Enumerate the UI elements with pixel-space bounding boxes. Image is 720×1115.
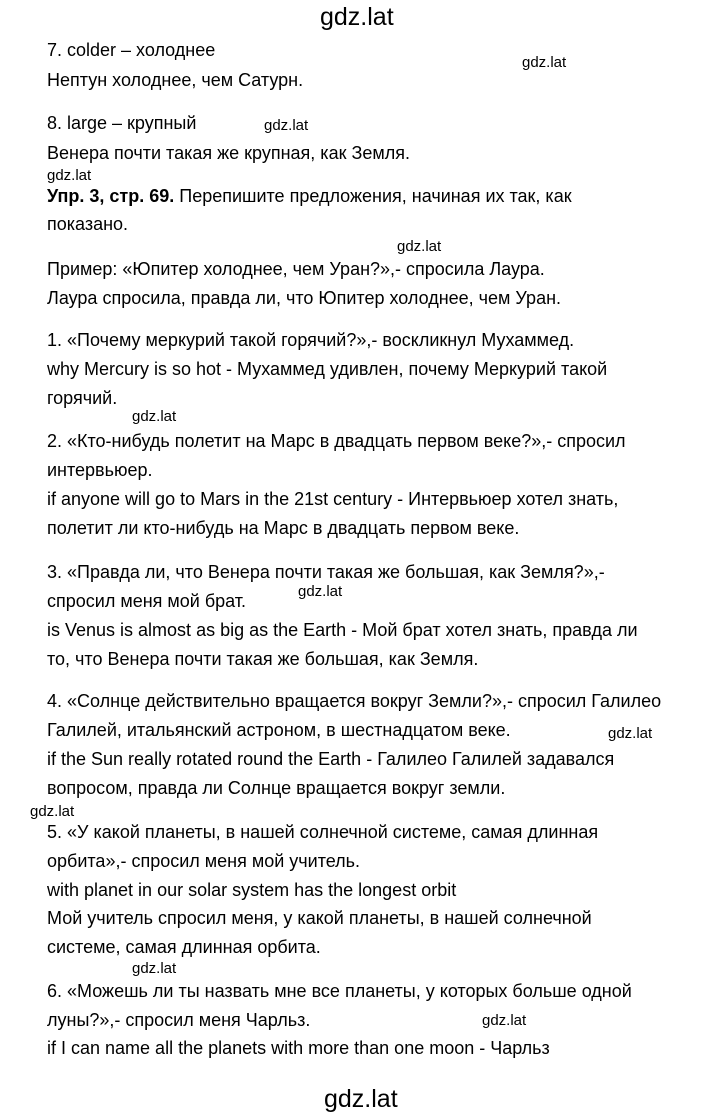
exercise-instruction-text: Перепишите предложения, начиная их так, как: [174, 186, 572, 206]
exercise-title: Упр. 3, стр. 69.: [47, 186, 175, 206]
item7-heading: 7. colder – холоднее: [47, 40, 216, 60]
answer-1-line-1: 1. «Почему меркурий такой горячий?»,- воскликнул Мухаммед.: [47, 330, 575, 350]
answer-6-line-1: 6. «Можешь ли ты назвать мне все планеты, у которых больше одной: [47, 981, 632, 1001]
answer-3-line-2: спросил меня мой брат.: [47, 591, 247, 611]
watermark: gdz.lat: [608, 725, 653, 742]
watermark-bottom: gdz.lat: [324, 1085, 398, 1113]
exercise-instruction: [47, 185, 572, 207]
watermark: gdz.lat: [298, 583, 343, 600]
answer-4-line-4: вопросом, правда ли Солнце вращается вокруг земли.: [47, 778, 506, 798]
exercise-instruction-line2: показано.: [47, 214, 129, 234]
item8-text: Венера почти такая же крупная, как Земля.: [47, 143, 410, 163]
answer-2-line-2: интервьюер.: [47, 460, 153, 480]
answer-5-line-4: Мой учитель спросил меня, у какой планеты, в нашей солнечной: [47, 908, 592, 928]
answer-3-line-3: is Venus is almost as big as the Earth - Мой брат хотел знать, правда ли: [47, 620, 638, 640]
answer-3-line-4: то, что Венера почти такая же большая, как Земля.: [47, 649, 479, 669]
answer-3-line-1: 3. «Правда ли, что Венера почти такая же большая, как Земля?»,-: [47, 562, 605, 582]
item8-heading: 8. large – крупный: [47, 113, 197, 133]
answer-5-line-3: with planet in our solar system has the longest orbit: [47, 880, 457, 900]
answer-2-line-1: 2. «Кто-нибудь полетит на Марс в двадцать первом веке?»,- спросил: [47, 431, 626, 451]
watermark: gdz.lat: [397, 238, 442, 255]
answer-4-line-2: Галилей, итальянский астроном, в шестнадцатом веке.: [47, 720, 511, 740]
item7-text: Нептун холоднее, чем Сатурн.: [47, 70, 304, 90]
watermark: gdz.lat: [30, 803, 75, 820]
watermark: gdz.lat: [132, 960, 177, 977]
answer-6-line-2: луны?»,- спросил меня Чарльз.: [47, 1010, 311, 1030]
answer-4-line-1: 4. «Солнце действительно вращается вокруг Земли?»,- спросил Галилео: [47, 691, 662, 711]
answer-4-line-3: if the Sun really rotated round the Earth - Галилео Галилей задавался: [47, 749, 615, 769]
answer-1-line-3: горячий.: [47, 388, 118, 408]
example-line2: Лаура спросила, правда ли, что Юпитер холоднее, чем Уран.: [47, 288, 562, 308]
watermark-top: gdz.lat: [320, 3, 394, 31]
answer-6-line-3: if I can name all the planets with more than one moon - Чарльз: [47, 1038, 550, 1058]
example-line1: Пример: «Юпитер холоднее, чем Уран?»,- спросила Лаура.: [47, 259, 545, 279]
answer-1-line-2: why Mercury is so hot - Мухаммед удивлен, почему Меркурий такой: [47, 359, 608, 379]
watermark: gdz.lat: [482, 1012, 527, 1029]
answer-5-line-5: системе, самая длинная орбита.: [47, 937, 321, 957]
watermark: gdz.lat: [47, 167, 92, 184]
answer-2-line-3: if anyone will go to Mars in the 21st century - Интервьюер хотел знать,: [47, 489, 619, 509]
answer-5-line-1: 5. «У какой планеты, в нашей солнечной системе, самая длинная: [47, 822, 599, 842]
answer-2-line-4: полетит ли кто-нибудь на Марс в двадцать первом веке.: [47, 518, 520, 538]
answer-5-line-2: орбита»,- спросил меня мой учитель.: [47, 851, 361, 871]
watermark: gdz.lat: [132, 408, 177, 425]
watermark: gdz.lat: [522, 54, 567, 71]
watermark: gdz.lat: [264, 117, 309, 134]
